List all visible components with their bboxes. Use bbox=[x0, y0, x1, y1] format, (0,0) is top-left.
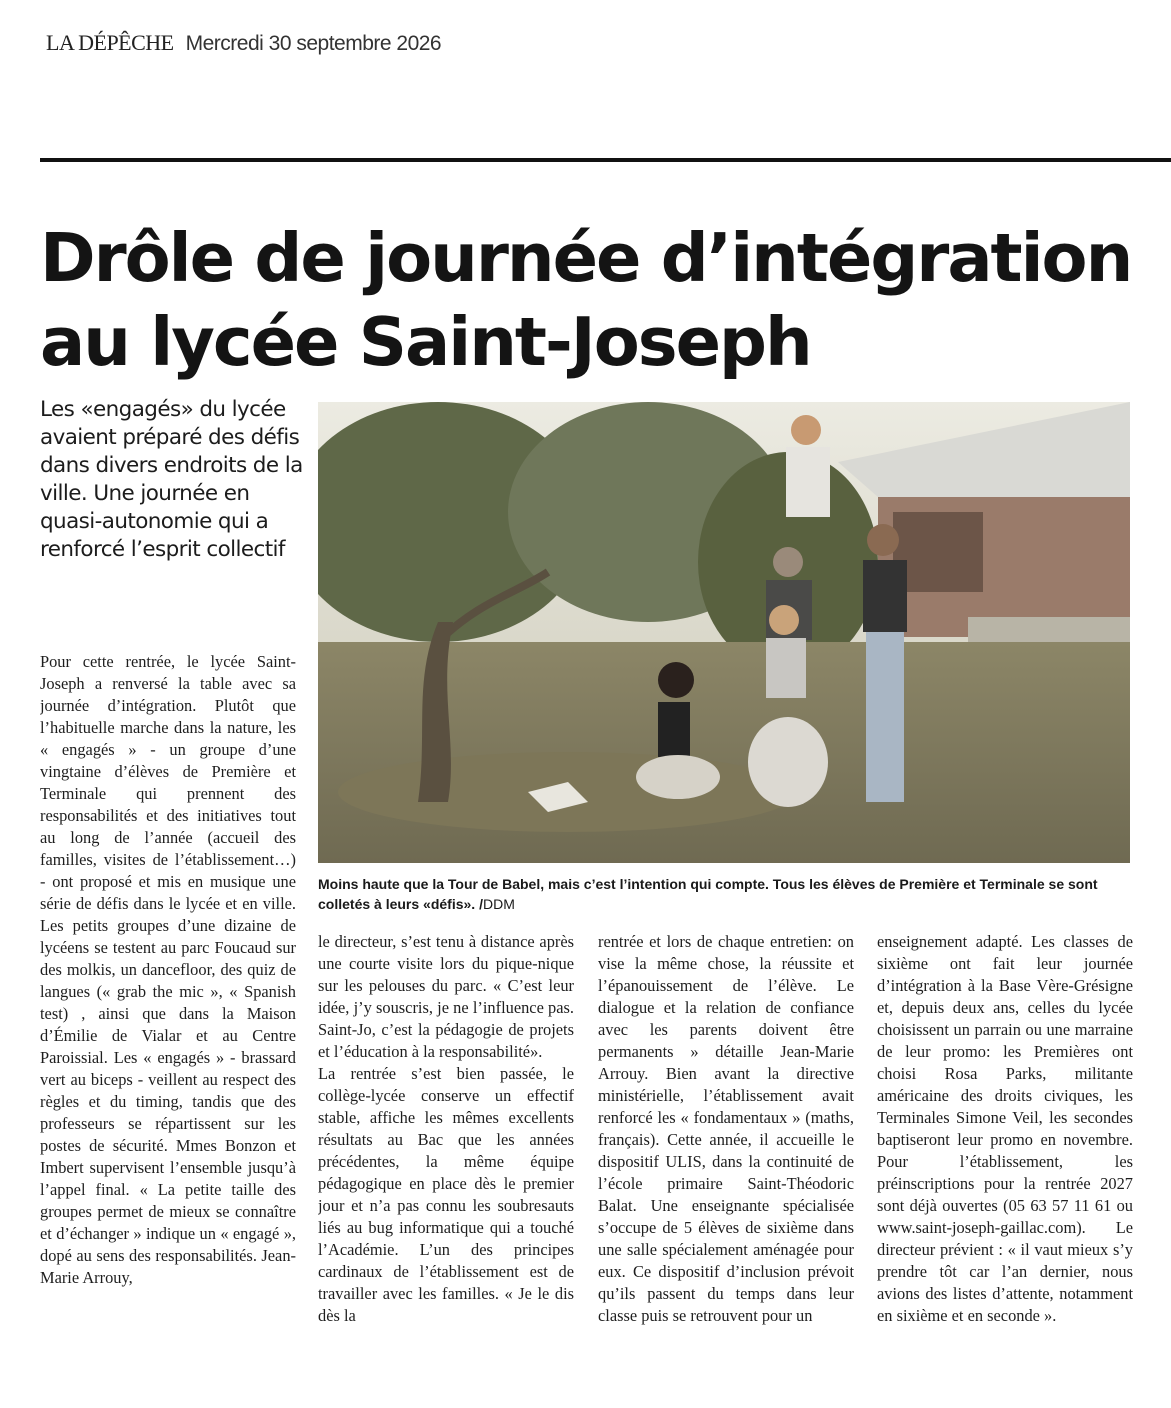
article-standfirst: Les «engagés» du lycée avaient préparé des défis dans divers endroits de la ville. Une journée en quasi-autonomie qui a renforcé l’esprit collectif bbox=[40, 397, 303, 562]
article-column-2 bbox=[318, 931, 574, 1403]
student-right bbox=[863, 524, 907, 802]
issue-date: Mercredi 30 septembre 2026 bbox=[185, 32, 442, 55]
article-headline: Drôle de journée d’intégration au lycée Saint-Joseph bbox=[40, 219, 1132, 381]
newspaper-name: LA DÉPÊCHE bbox=[46, 30, 174, 55]
article-column-1 bbox=[40, 651, 296, 1403]
column-2-paragraph-2: La rentrée s’est bien passée, le collège-lycée conserve un effectif stable, affiche les mêmes excellents résultats au Bac que les années précédentes, la même équipe pédagogique en place dès le premier jour et n’a pas connu les soubresauts liés au bug informatique qui a touché l’Académie. L’un des principes cardinaux de l’établissement est de travailler avec les familles. « Je le dis dès la bbox=[318, 1064, 574, 1325]
caption-text: Moins haute que la Tour de Babel, mais c’est l’intention qui compte. Tous les élèves de Première et Terminale se sont colletés à leurs «défis». / bbox=[318, 876, 1098, 912]
article-column-3 bbox=[598, 931, 854, 1403]
column-1-paragraph-1: Pour cette rentrée, le lycée Saint-Joseph a renversé la table avec sa journée d’intégration. Plutôt que l’habituelle marche dans la nature, les « engagés » - un groupe d’une vingtaine d’élèves de Première et Terminale qui prennent des responsabilités et des initiatives tout au long de l’année (accueil des familles, visites de l’établissement…) - ont proposé et mis en musique une série de défis dans le lycée et en ville. Les petits groupes d’une dizaine de lycéens se testent au parc Foucaud sur des molkis, un dancefloor, des quiz de langues (« grab the mic », « Spanish test) , ainsi que dans la Maison d’Émilie de Vialar et au Centre Paroissial. Les « engagés » - brassard vert au biceps - veillent au respect des règles et du timing, tandis que des professeurs se répartissent sur les postes de sécurité. Mmes Bonzon et Imbert supervisent l’ensemble jusqu’à l’appel final. « La petite taille des groupes permet de mieux se connaître et d’échanger » indique un « engagé », dopé au sens des responsabilités. Jean-Marie Arrouy, bbox=[40, 652, 296, 1287]
column-2-paragraph-1: le directeur, s’est tenu à distance après une courte visite lors du pique-nique sur les pelouses du parc. « C’est leur idée, j’y souscris, je ne l’influence pas. Saint-Jo, c’est la pédagogie de projets et l’éducation à la responsabilité». bbox=[318, 932, 574, 1061]
masthead bbox=[46, 30, 441, 64]
photo-caption bbox=[318, 874, 1130, 914]
article-photo bbox=[318, 402, 1130, 863]
article-column-4 bbox=[877, 931, 1133, 1403]
section-rule bbox=[40, 158, 1171, 162]
column-4-paragraph-1: enseignement adapté. Les classes de sixième ont fait leur journée d’intégration à la Base Vère-Grésigne et, depuis deux ans, celles du lycée choisissent un parrain ou une marraine de leur promo: les Premières ont choisi Rosa Parks, militante américaine des droits civiques, les Terminales Simone Veil, les secondes baptiseront leur promo en novembre. Pour l’établissement, les préinscriptions pour la rentrée 2027 sont déjà ouvertes (05 63 57 11 61 ou www.saint-joseph-gaillac.com). Le directeur prévient : « il vaut mieux s’y prendre tôt car l’an dernier, nous avions des listes d’attente, notamment en sixième et en seconde ». bbox=[877, 932, 1133, 1325]
photo-students-human-tower bbox=[318, 402, 1130, 863]
column-3-paragraph-1: rentrée et lors de chaque entretien: on vise la même chose, la réussite et l’épanouissement de l’élève. Le dialogue et la relation de confiance avec les parents doivent être permanents » détaille Jean-Marie Arrouy. Bien avant la directive ministérielle, l’établissement avait renforcé les « fondamentaux » (maths, français). Cette année, il accueille le dispositif ULIS, dans la continuité de l’école primaire Saint-Théodoric Balat. Une enseignante spécialisée s’occupe de 5 élèves de sixième dans une salle spécialement aménagée pour eux. Ce dispositif d’inclusion prévoit qu’ils passent du temps dans leur classe puis se retrouvent pour un bbox=[598, 932, 854, 1325]
photo-credit: DDM bbox=[482, 896, 515, 912]
